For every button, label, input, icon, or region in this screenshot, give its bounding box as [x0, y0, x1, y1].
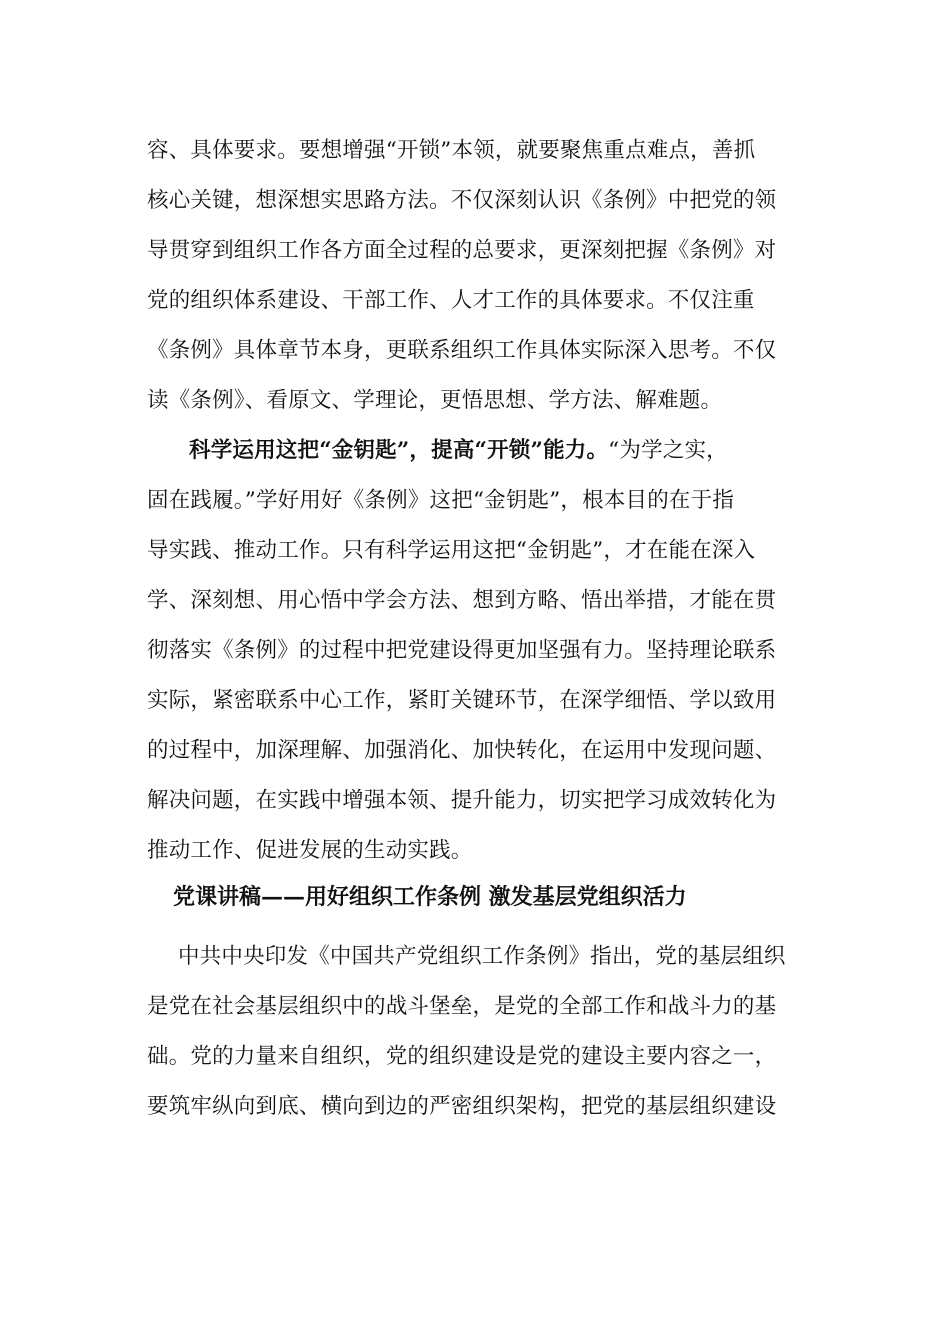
paragraph-line: 固在践履。”学好用好《条例》这把“金钥匙”，根本目的在于指: [147, 488, 735, 513]
paragraph-line: 实际，紧密联系中心工作，紧盯关键环节，在深学细悟、学以致用: [147, 688, 777, 713]
paragraph-lead-sentence: 科学运用这把“金钥匙”，提高“开锁”能力。: [189, 438, 609, 463]
paragraph-first-line: [189, 436, 728, 466]
paragraph-line: 要筑牢纵向到底、横向到边的严密组织架构，把党的基层组织建设: [147, 1094, 777, 1119]
paragraph-line: 导贯穿到组织工作各方面全过程的总要求，更深刻把握《条例》对: [147, 238, 777, 263]
paragraph-line: 是党在社会基层组织中的战斗堡垒，是党的全部工作和战斗力的基: [147, 994, 777, 1019]
paragraph-line: 《条例》具体章节本身，更联系组织工作具体实际深入思考。不仅: [147, 338, 777, 363]
paragraph-line: 学、深刻想、用心悟中学会方法、想到方略、悟出举措，才能在贯: [147, 588, 777, 613]
paragraph-quote-start: “为学之实，: [608, 438, 728, 463]
paragraph-line: 导实践、推动工作。只有科学运用这把“金钥匙”，才在能在深入: [147, 538, 756, 563]
paragraph-line: 核心关键，想深想实思路方法。不仅深刻认识《条例》中把党的领: [147, 188, 777, 213]
paragraph-line: 推动工作、促进发展的生动实践。: [147, 838, 473, 863]
paragraph-line: 中共中央印发《中国共产党组织工作条例》指出，党的基层组织: [178, 944, 786, 969]
paragraph-line: 容、具体要求。要想增强“开锁”本领，就要聚焦重点难点，善抓: [147, 138, 756, 163]
paragraph-line: 彻落实《条例》的过程中把党建设得更加坚强有力。坚持理论联系: [147, 638, 777, 663]
paragraph-line: 的过程中，加深理解、加强消化、加快转化，在运用中发现问题、: [147, 738, 777, 763]
section-heading: 党课讲稿——用好组织工作条例 激发基层党组织活力: [173, 884, 687, 910]
paragraph-line: 解决问题，在实践中增强本领、提升能力，切实把学习成效转化为: [147, 788, 777, 813]
paragraph-line: 读《条例》、看原文、学理论，更悟思想、学方法、解难题。: [147, 388, 723, 413]
paragraph-line: 础。党的力量来自组织，党的组织建设是党的建设主要内容之一，: [147, 1044, 777, 1069]
paragraph-line: 党的组织体系建设、干部工作、人才工作的具体要求。不仅注重: [147, 288, 755, 313]
